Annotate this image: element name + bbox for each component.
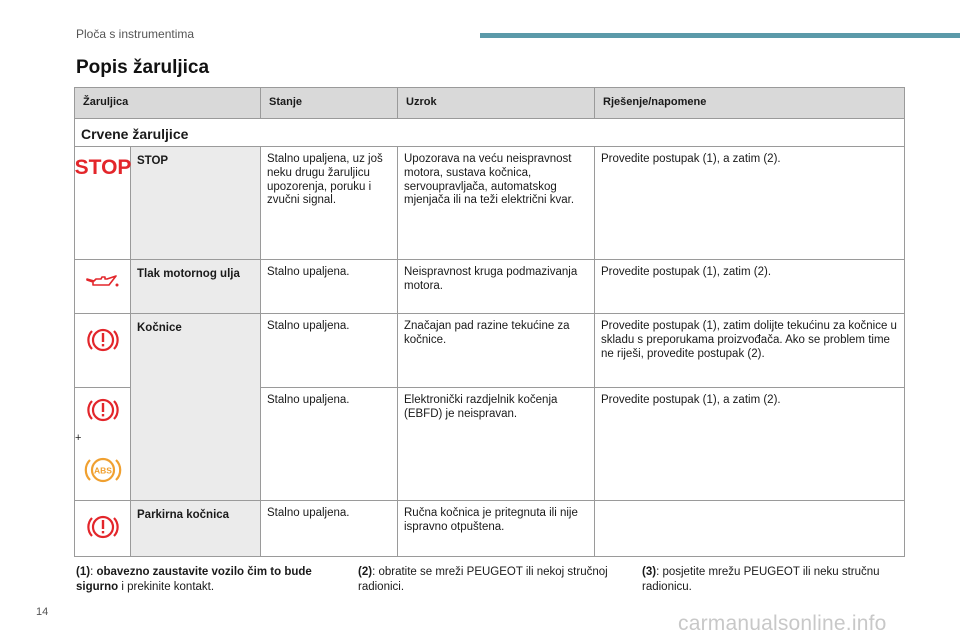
footnote-text: i prekinite kontakt. — [118, 580, 215, 593]
table-row — [75, 260, 905, 314]
footnote-2 — [358, 565, 618, 595]
lamp-cause: Elektronički razdjelnik kočenja (EBFD) je neispravan. — [398, 388, 595, 501]
lamp-solution — [595, 501, 905, 557]
footnote-text: : obratite se mreži PEUGEOT ili nekoj stručnoj radionici. — [358, 566, 608, 593]
column-header-solution: Rješenje/napomene — [595, 88, 905, 119]
footnote-key: (1) — [76, 566, 91, 578]
lamp-state: Stalno upaljena. — [261, 314, 398, 388]
abs-icon — [84, 455, 122, 485]
svg-text:STOP: STOP — [74, 156, 131, 179]
page-title: Popis žaruljica — [76, 57, 210, 78]
column-header-lamp: Žaruljica — [75, 88, 261, 119]
footnote-bold-text: obavezno zaustavite vozilo čim to bude sigurno — [76, 566, 312, 593]
section-row — [75, 119, 905, 147]
parking-brake-icon — [86, 513, 120, 541]
table-header-row — [75, 88, 905, 119]
lamp-icon-cell — [75, 501, 131, 557]
header-accent-bar — [480, 33, 960, 38]
lamp-state: Stalno upaljena, uz još neku drugu žaruljicu upozorenja, poruku i zvučni signal. — [261, 147, 398, 260]
lamp-solution: Provedite postupak (1), a zatim (2). — [595, 388, 905, 501]
page-number: 14 — [36, 606, 49, 618]
table-row — [75, 314, 905, 388]
table-row — [75, 147, 905, 260]
lamp-cause: Ručna kočnica je pritegnuta ili nije ispravno otpuštena. — [398, 501, 595, 557]
lamp-solution: Provedite postupak (1), zatim dolijte tekućinu za kočnice u skladu s preporukama proizvođača. Ako se problem time ne riješi, provedite postupak (2). — [595, 314, 905, 388]
lamp-icon-cell — [75, 147, 131, 260]
svg-text:ABS: ABS — [93, 465, 112, 476]
warning-lamps-table — [74, 87, 905, 557]
footnote-separator: : — [90, 566, 97, 578]
brake-warning-icon — [86, 326, 120, 354]
brake-warning-icon — [86, 396, 120, 424]
oil-can-icon — [85, 274, 121, 292]
plus-sign: + — [75, 432, 82, 444]
footnote-key: (2) — [358, 566, 373, 578]
footnote-3 — [642, 565, 912, 595]
lamp-name: Kočnice — [131, 314, 261, 501]
table-row — [75, 501, 905, 557]
column-header-state: Stanje — [261, 88, 398, 119]
lamp-state: Stalno upaljena. — [261, 260, 398, 314]
column-header-cause: Uzrok — [398, 88, 595, 119]
lamp-icon-cell — [75, 314, 131, 388]
lamp-icon-cell — [75, 388, 131, 501]
lamp-state: Stalno upaljena. — [261, 501, 398, 557]
lamp-icon-cell — [75, 260, 131, 314]
lamp-name: Tlak motornog ulja — [131, 260, 261, 314]
lamp-solution: Provedite postupak (1), zatim (2). — [595, 260, 905, 314]
stop-icon — [74, 155, 131, 179]
lamp-state: Stalno upaljena. — [261, 388, 398, 501]
lamp-cause: Značajan pad razine tekućine za kočnice. — [398, 314, 595, 388]
footnote-text: : posjetite mrežu PEUGEOT ili neku stručnu radionicu. — [642, 566, 880, 593]
lamp-solution: Provedite postupak (1), a zatim (2). — [595, 147, 905, 260]
lamp-name: STOP — [131, 147, 261, 260]
lamp-cause: Upozorava na veću neispravnost motora, sustava kočnica, servoupravljača, automatskog mjenjača ili na teži električni kvar. — [398, 147, 595, 260]
lamp-cause: Neispravnost kruga podmazivanja motora. — [398, 260, 595, 314]
footnote-1 — [76, 565, 341, 595]
running-head: Ploča s instrumentima — [76, 27, 195, 41]
lamp-name: Parkirna kočnica — [131, 501, 261, 557]
footnote-key: (3) — [642, 566, 657, 578]
watermark: carmanualsonline.info — [678, 612, 887, 635]
section-title-red-lamps: Crvene žaruljice — [75, 119, 905, 147]
